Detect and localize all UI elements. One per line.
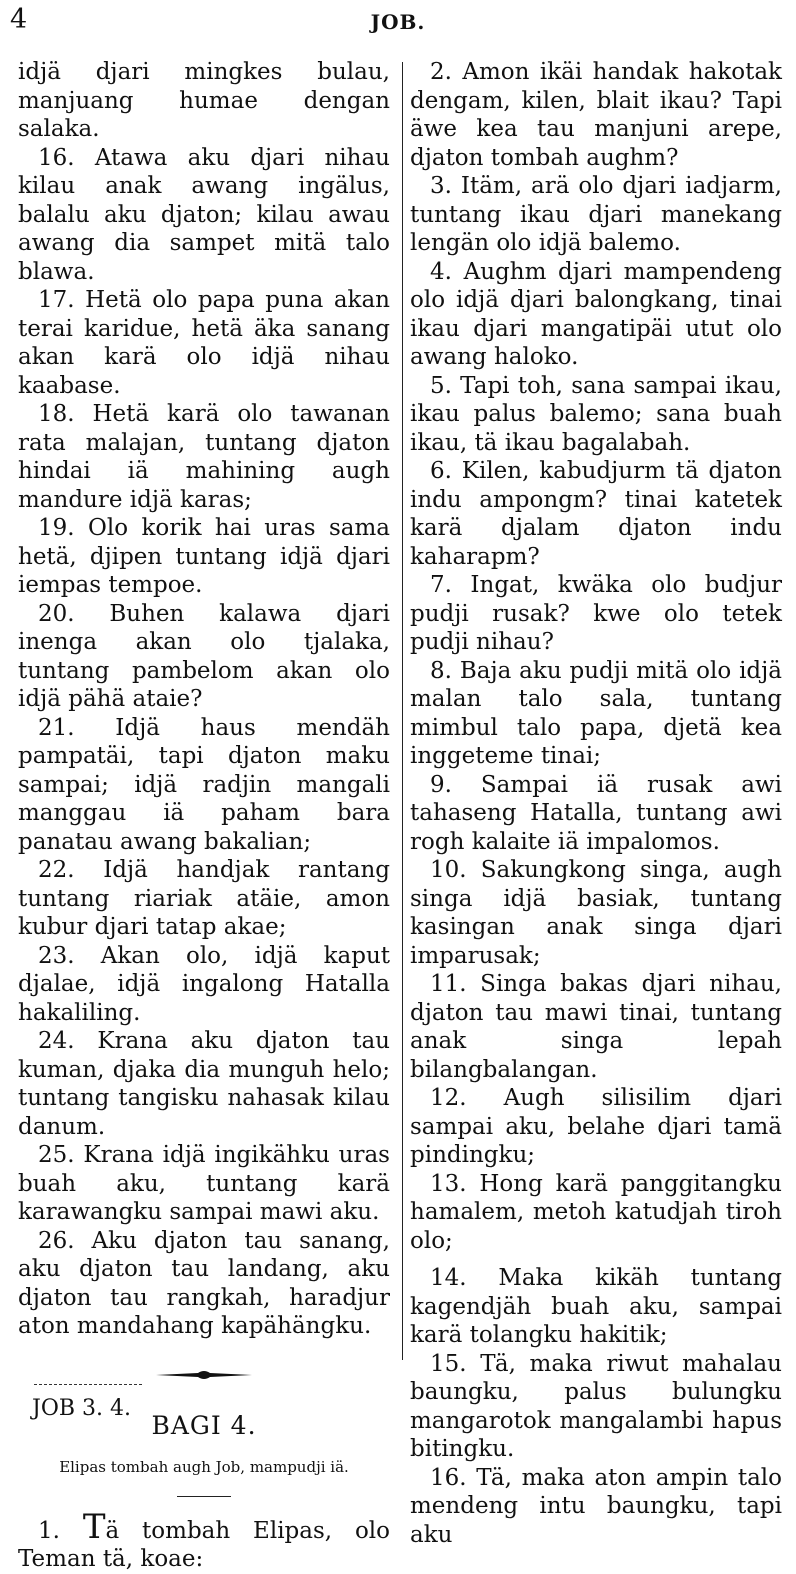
verse-14: 14. Maka kikäh tuntang kagendjäh buah aku, sampai karä tolangku hakitik; <box>410 1265 782 1348</box>
verse-23: 23. Akan olo, idjä kaput djalae, idjä ingalong Hatalla hakaliling. <box>18 942 390 1026</box>
verse-16: 16. Atawa aku djari nihau kilau anak awang ingälus, balalu aku djaton; kilau awau awang dia sampet mitä talo blawa. <box>18 144 390 285</box>
verse-24: 24. Krana aku djaton tau kuman, djaka dia munguh helo; tuntang tangisku nahasak kilau danum. <box>18 1028 390 1140</box>
right-column <box>410 58 782 1549</box>
footnote-reference: JOB 3. 4. <box>32 1396 131 1421</box>
footnote-rule <box>34 1384 142 1385</box>
verse-2: 2. Amon ikäi handak hakotak dengam, kilen, blait ikau? Tapi äwe kea tau manjuni arepe, djaton tombah aughm? <box>410 59 782 171</box>
verse-18: 18. Hetä karä olo tawanan rata malajan, tuntang djaton hindai iä mahining augh mandure idjä karas; <box>18 401 390 513</box>
verse-1-text: ä tombah Elipas, olo Teman tä, koae: <box>18 1517 391 1572</box>
verse-19: 19. Olo korik hai uras sama hetä, djipen tuntang idjä djari iempas tempoe. <box>18 515 390 598</box>
column-divider <box>402 62 403 1360</box>
verse-15: 15. Tä, maka riwut mahalau baungku, palus bulungku mangarotok mangalambi hapus bitingku. <box>410 1350 782 1462</box>
left-column <box>18 58 390 1574</box>
verse-1 <box>18 1506 391 1574</box>
page-number: 4 <box>10 4 28 35</box>
verse-25: 25. Krana idjä ingikähku uras buah aku, tuntang karä karawangku sampai mawi aku. <box>18 1142 390 1225</box>
verse-11: 11. Singa bakas djari nihau, djaton tau mawi tinai, tuntang anak singa lepah bilangbalangan. <box>410 971 782 1083</box>
verse-1-dropcap: T <box>82 1506 106 1547</box>
verse-1-number: 1. <box>38 1517 60 1544</box>
chapter-ornament <box>18 1369 390 1381</box>
verse-5: 5. Tapi toh, sana sampai ikau, ikau palus balemo; sana buah ikau, tä ikau bagalabah. <box>410 372 782 456</box>
running-title: JOB. <box>370 10 426 34</box>
ornament-flourish-icon <box>154 1369 254 1381</box>
verse-17: 17. Hetä olo papa puna akan terai karidue, hetä äka sanang akan karä olo idjä nihau kaabase. <box>18 287 390 399</box>
chapter-summary: Elipas tombah augh Job, mampudji iä. <box>59 1457 349 1476</box>
verse-15-continuation: idjä djari mingkes bulau, manjuang humae dengan salaka. <box>18 59 390 142</box>
verse-20: 20. Buhen kalawa djari inenga akan olo tjalaka, tuntang pambelom akan olo idjä pähä ataie? <box>18 600 390 712</box>
verse-4: 4. Aughm djari mampendeng olo idjä djari balongkang, tinai ikau djari mangatipäi utut olo awang haloko. <box>410 258 782 370</box>
verse-7: 7. Ingat, kwäka olo budjur pudji rusak? kwe olo tetek pudji nihau? <box>410 572 782 655</box>
verse-10: 10. Sakungkong singa, augh singa idjä basiak, tuntang kasingan anak singa djari imparusak; <box>410 857 782 969</box>
verse-6: 6. Kilen, kabudjurm tä djaton indu ampongm? tinai katetek karä djalam djaton indu kaharapm? <box>410 458 782 570</box>
verse-21: 21. Idjä haus mendäh pampatäi, tapi djaton maku sampai; idjä radjin mangali manggau iä paham bara panatau awang bakalian; <box>18 714 390 855</box>
verse-3: 3. Itäm, arä olo djari iadjarm, tuntang ikau djari manekang lengän olo idjä balemo. <box>410 173 782 256</box>
verse-16: 16. Tä, maka aton ampin talo mendeng intu baungku, tapi aku <box>410 1464 782 1548</box>
verse-13: 13. Hong karä panggitangku hamalem, metoh katudjah tiroh olo; <box>410 1170 782 1254</box>
verse-8: 8. Baja aku pudji mitä olo idjä malan talo sala, tuntang mimbul talo papa, djetä kea inggeteme tinai; <box>410 657 782 769</box>
chapter-heading: BAGI 4. <box>151 1410 257 1440</box>
verse-26: 26. Aku djaton tau sanang, aku djaton tau landang, aku djaton tau rangkah, haradjur aton mandahang kapähängku. <box>18 1227 390 1339</box>
verse-12: 12. Augh silisilim djari sampai aku, belahe djari tamä pindingku; <box>410 1085 782 1168</box>
verse-22: 22. Idjä handjak rantang tuntang riariak atäie, amon kubur djari tatap akae; <box>18 857 390 940</box>
summary-rule <box>177 1496 231 1497</box>
verse-9: 9. Sampai iä rusak awi tahaseng Hatalla, tuntang awi rogh kalaite iä impalomos. <box>410 771 782 855</box>
